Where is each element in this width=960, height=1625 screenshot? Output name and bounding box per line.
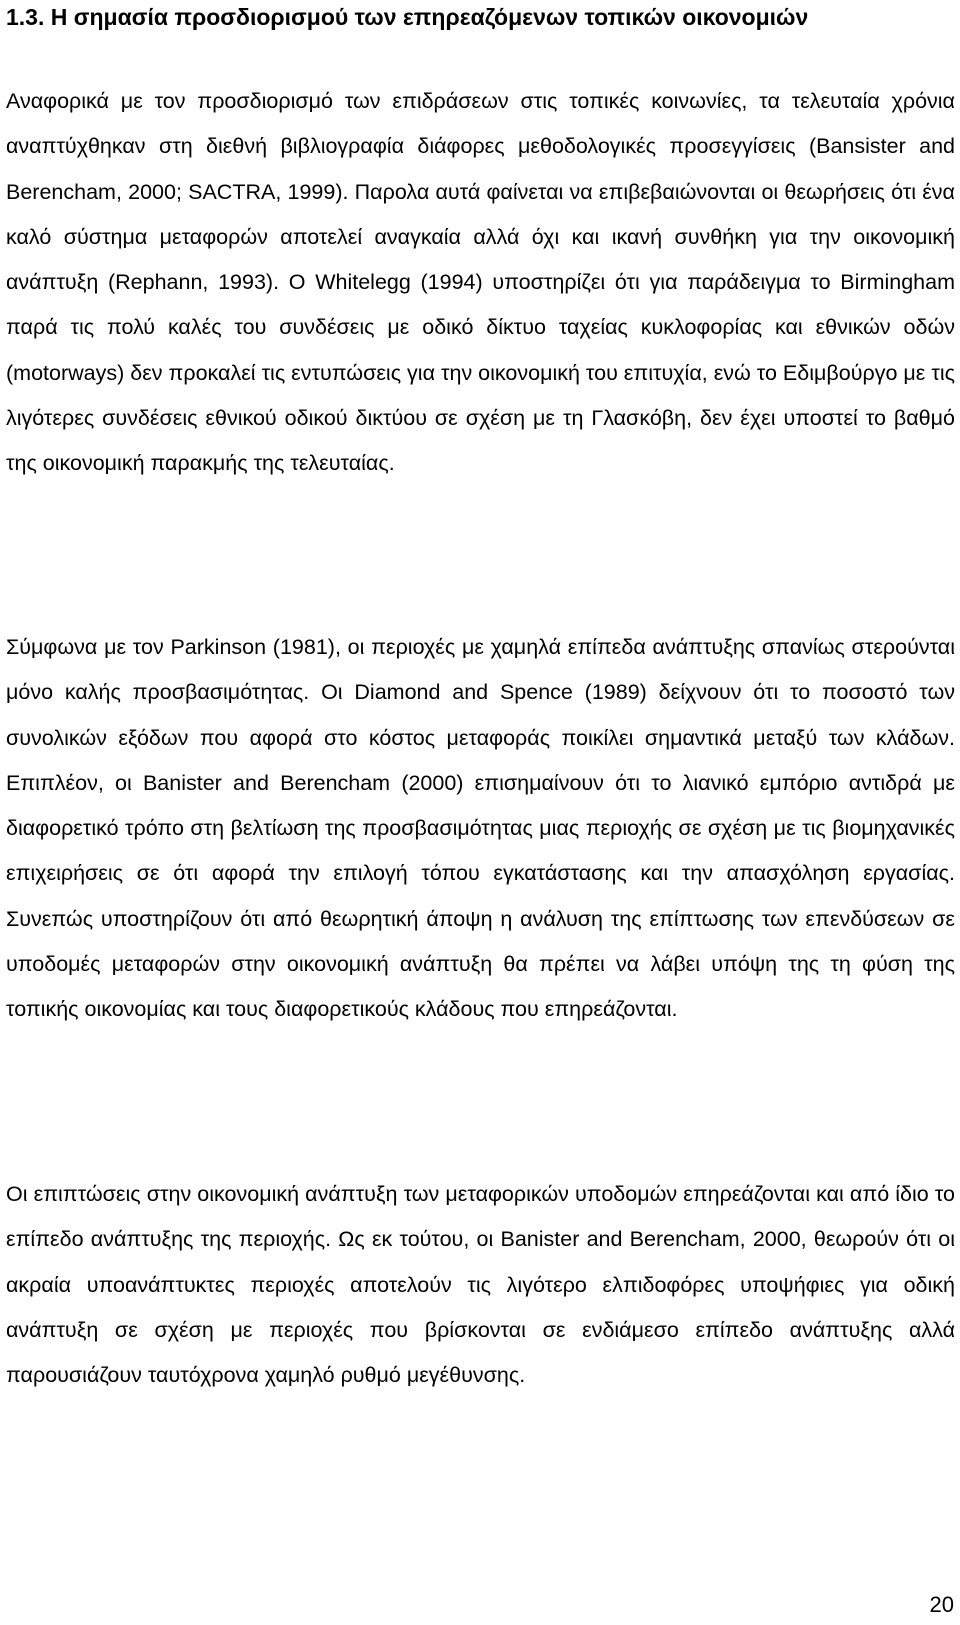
paragraph-1: Αναφορικά με τον προσδιορισμό των επιδράσεων στις τοπικές κοινωνίες, τα τελευταία χρόνια αναπτύχθηκαν στη διεθνή βιβλιογραφία διάφορες μεθοδολογικές προσεγγίσεις (Bansister and Berencham, 2000; SACTRA, 1999). Παρολα αυτά φαίνεται να επιβεβαιώνονται οι θεωρήσεις ότι ένα καλό σύστημα μεταφορών αποτελεί αναγκαία αλλά όχι και ικανή συνθήκη για την οικονομική ανάπτυξη (Rephann, 1993). Ο Whitelegg (1994) υποστηρίζει ότι για παράδειγμα το Birmingham παρά τις πολύ καλές του συνδέσεις με οδικό δίκτυο ταχείας κυκλοφορίας και εθνικών οδών (motorways) δεν προκαλεί τις εντυπώσεις για την οικονομική του επιτυχία, ενώ το Εδιμβούργο με τις λιγότερες συνδέσεις εθνικού οδικού δικτύου σε σχέση με τη Γλασκόβη, δεν έχει υποστεί το βαθμό της οικονομική παρακμής της τελευταίας. xyxy=(6,89,955,476)
page-number: 20 xyxy=(929,1592,954,1617)
section-heading: 1.3. Η σημασία προσδιορισμού των επηρεαζόμενων τοπικών οικονομιών xyxy=(6,4,809,30)
paragraph-2: Σύμφωνα με τον Parkinson (1981), οι περιοχές με χαμηλά επίπεδα ανάπτυξης σπανίως στερούνται μόνο καλής προσβασιμότητας. Οι Diamond and Spence (1989) δείχνουν ότι το ποσοστό των συνολικών εξόδων που αφορά στο κόστος μεταφοράς ποικίλει σημαντικά μεταξύ των κλάδων. Επιπλέον, οι Banister and Berencham (2000) επισημαίνουν ότι το λιανικό εμπόριο αντιδρά με διαφορετικό τρόπο στη βελτίωση της προσβασιμότητας μιας περιοχής σε σχέση με τις βιομηχανικές επιχειρήσεις σε ότι αφορά την επιλογή τόπου εγκατάστασης και την απασχόληση εργασίας. Συνεπώς υποστηρίζουν ότι από θεωρητική άποψη η ανάλυση της επίπτωσης των επενδύσεων σε υποδομές μεταφορών στην οικονομική ανάπτυξη θα πρέπει να λάβει υπόψη της τη φύση της τοπικής οικονομίας και τους διαφορετικούς κλάδους που επηρεάζονται. xyxy=(6,635,955,1022)
paragraph-3: Οι επιπτώσεις στην οικονομική ανάπτυξη των μεταφορικών υποδομών επηρεάζονται και από ίδιο το επίπεδο ανάπτυξης της περιοχής. Ως εκ τούτου, οι Banister and Berencham, 2000, θεωρούν ότι οι ακραία υποανάπτυκτες περιοχές αποτελούν τις λιγότερο ελπιδοφόρες υποψήφιες για οδική ανάπτυξη σε σχέση με περιοχές που βρίσκονται σε ενδιάμεσο επίπεδο ανάπτυξης αλλά παρουσιάζουν ταυτόχρονα χαμηλό ρυθμό μεγέθυνσης. xyxy=(6,1182,955,1388)
